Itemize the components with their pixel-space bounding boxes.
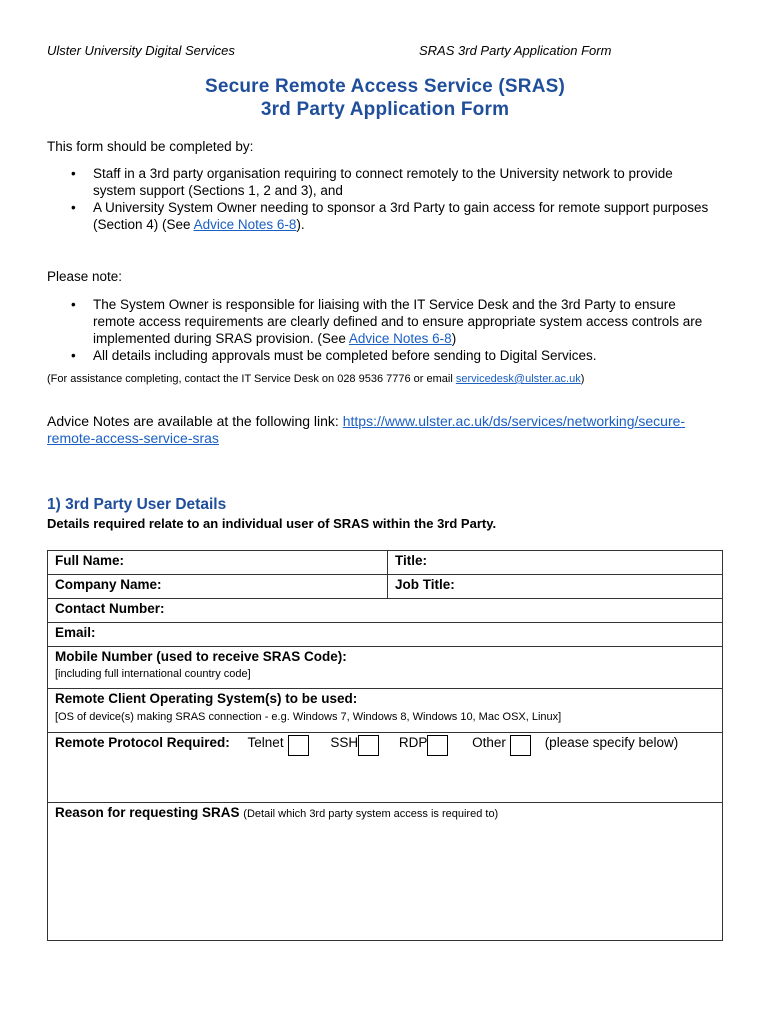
- list-item: • The System Owner is responsible for liaising with the IT Service Desk and the 3rd Party to ensure remote access requirements are clearly defined and to ensure appropriate system access controls are implemented during SRAS provision. (See Advice Notes 6-8): [71, 297, 703, 346]
- company-name-field[interactable]: Company Name:: [48, 575, 388, 599]
- intro-bullet-2-end: ).: [296, 217, 305, 232]
- note-lead: Please note:: [47, 269, 123, 284]
- other-label: Other: [472, 735, 506, 750]
- contact-number-field[interactable]: Contact Number:: [48, 599, 723, 623]
- list-item: • Staff in a 3rd party organisation requiring to connect remotely to the University network to provide system support (Sections 1, 2 and 3), and: [71, 166, 673, 198]
- intro-lead: This form should be completed by:: [47, 139, 254, 154]
- table-row: [48, 647, 723, 689]
- header-organisation: Ulster University Digital Services: [47, 43, 235, 58]
- full-name-field[interactable]: Full Name:: [48, 551, 388, 575]
- mobile-number-label: Mobile Number (used to receive SRAS Code):: [55, 649, 347, 664]
- intro-bullet-2-text: A University System Owner needing to sponsor a 3rd Party to gain access for remote support purposes (Section 4) (See: [93, 200, 709, 232]
- ssh-label: SSH: [330, 735, 359, 750]
- table-row: [48, 599, 723, 623]
- advice-notes-url-link[interactable]: https://www.ulster.ac.uk/ds/services/networking/secure-remote-access-service-sras: [47, 413, 686, 446]
- advice-text: Advice Notes are available at the following link:: [47, 413, 343, 429]
- assistance-end: ): [580, 373, 585, 385]
- operating-system-label: Remote Client Operating System(s) to be used:: [55, 691, 358, 706]
- operating-system-field[interactable]: [48, 689, 723, 733]
- service-desk-email-link[interactable]: servicedesk@ulster.ac.uk: [455, 373, 581, 385]
- table-row: [48, 623, 723, 647]
- table-row: [48, 803, 723, 941]
- advice-notes-paragraph: [47, 413, 727, 447]
- table-row: [48, 733, 723, 803]
- remote-protocol-label: Remote Protocol Required:: [55, 735, 230, 750]
- reason-hint: (Detail which 3rd party system access is required to): [243, 808, 499, 820]
- mobile-number-field[interactable]: [48, 647, 723, 689]
- intro-bullets: [47, 165, 717, 233]
- remote-protocol-field: [48, 733, 723, 803]
- telnet-label: Telnet: [247, 735, 284, 750]
- list-item: • All details including approvals must be completed before sending to Digital Services.: [71, 348, 597, 363]
- note-bullet-1-end: ): [451, 331, 457, 346]
- user-details-table: [47, 550, 723, 941]
- table-row: [48, 575, 723, 599]
- rdp-checkbox[interactable]: [427, 735, 448, 756]
- page-title: Secure Remote Access Service (SRAS): [204, 76, 566, 97]
- header-form-name: SRAS 3rd Party Application Form: [419, 43, 612, 58]
- advice-notes-link[interactable]: Advice Notes 6-8: [193, 217, 297, 232]
- note-bullets: [47, 296, 717, 364]
- mobile-number-hint: [including full international country code]: [55, 668, 251, 680]
- job-title-field[interactable]: Job Title:: [388, 575, 723, 599]
- assistance-text: (For assistance completing, contact the IT Service Desk on 028 9536 7776 or email: [47, 373, 456, 385]
- specify-hint: (please specify below): [544, 735, 679, 750]
- operating-system-hint: [OS of device(s) making SRAS connection - e.g. Windows 7, Windows 8, Windows 10, Mac OSX, Linux]: [55, 711, 562, 723]
- list-item: • A University System Owner needing to sponsor a 3rd Party to gain access for remote support purposes (Section 4) (See Advice Notes 6-8).: [71, 200, 709, 232]
- table-row: [48, 551, 723, 575]
- note-bullet-1-text: The System Owner is responsible for liaising with the IT Service Desk and the 3rd Party to ensure remote access requirements are clearly defined and to ensure appropriate system access controls are implemented during SRAS provision. (See: [93, 297, 703, 346]
- telnet-checkbox[interactable]: [288, 735, 309, 756]
- note-bullet-2: All details including approvals must be completed before sending to Digital Services.: [93, 348, 597, 363]
- reason-field[interactable]: [48, 803, 723, 941]
- ssh-checkbox[interactable]: [358, 735, 379, 756]
- section-1-title: 1) 3rd Party User Details: [47, 496, 227, 513]
- advice-notes-link[interactable]: Advice Notes 6-8: [348, 331, 452, 346]
- rdp-label: RDP: [398, 735, 428, 750]
- title-field[interactable]: Title:: [388, 551, 723, 575]
- table-row: [48, 689, 723, 733]
- email-field[interactable]: Email:: [48, 623, 723, 647]
- intro-bullet-1: Staff in a 3rd party organisation requiring to connect remotely to the University network to provide system support (Sections 1, 2 and 3), and: [93, 166, 673, 198]
- reason-label: Reason for requesting SRAS: [55, 805, 240, 820]
- assistance-note: [47, 373, 584, 385]
- page-subtitle: 3rd Party Application Form: [260, 99, 510, 120]
- other-checkbox[interactable]: [510, 735, 531, 756]
- section-1-subtitle: Details required relate to an individual user of SRAS within the 3rd Party.: [47, 516, 497, 531]
